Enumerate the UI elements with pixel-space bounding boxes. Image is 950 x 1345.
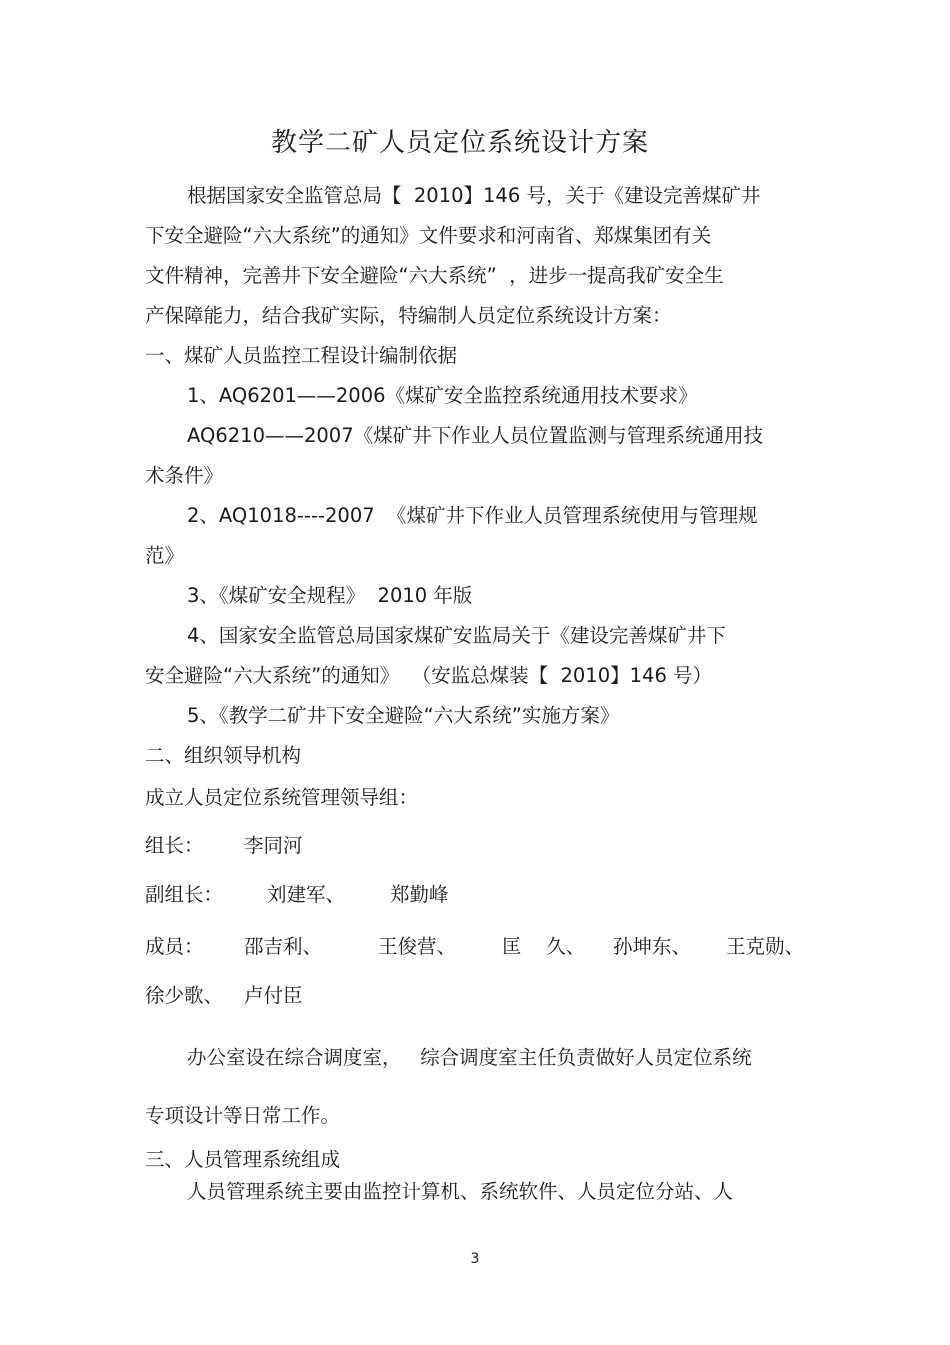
document-title: 教学二矿人员定位系统设计方案 — [270, 128, 649, 158]
section-3-heading: 三、人员管理系统组成 — [145, 1148, 341, 1171]
member-name: 徐少歌、 — [145, 984, 224, 1007]
member-name: 邵吉利、 — [244, 935, 323, 958]
leader-name: 李同河 — [244, 834, 303, 857]
member-name: 孙坤东、 — [613, 935, 692, 958]
page-number: 3 — [470, 1251, 480, 1267]
intro-line-4: 产保障能力，结合我矿实际，特编制人员定位系统设计方案： — [145, 304, 672, 327]
intro-line-2: 下安全避险“六大系统”的通知》文件要求和河南省、郑煤集团有关 — [145, 224, 712, 247]
deputy-name-2: 郑勤峰 — [390, 883, 449, 906]
basis-item-1b-cont: 术条件》 — [145, 464, 224, 487]
basis-item-2: 2、AQ1018----2007 《煤矿井下作业人员管理系统使用与管理规 — [187, 504, 758, 527]
section-3-text: 人员管理系统主要由监控计算机、系统软件、人员定位分站、人 — [187, 1180, 734, 1203]
member-name: 王克勋、 — [726, 935, 805, 958]
member-name: 卢付臣 — [244, 984, 303, 1007]
members-label: 成员： — [145, 935, 204, 958]
member-name: 王俊营、 — [378, 935, 457, 958]
deputy-label: 副组长： — [145, 883, 224, 906]
leader-label: 组长： — [145, 834, 204, 857]
basis-item-5: 5、《教学二矿井下安全避险“六大系统”实施方案》 — [187, 704, 620, 727]
basis-item-1: 1、AQ6201——2006《煤矿安全监控系统通用技术要求》 — [187, 384, 698, 407]
basis-item-1b: AQ6210——2007《煤矿井下作业人员位置监测与管理系统通用技 — [187, 424, 764, 447]
deputy-name-1: 刘建军、 — [267, 883, 346, 906]
office-line-1: 办公室设在综合调度室， 综合调度室主任负责做好人员定位系统 — [187, 1046, 752, 1069]
basis-item-3: 3、《煤矿安全规程》 2010 年版 — [187, 584, 473, 607]
member-name: 匡 久、 — [502, 935, 586, 958]
section-2-heading: 二、组织领导机构 — [145, 744, 302, 767]
section-1-heading: 一、煤矿人员监控工程设计编制依据 — [145, 344, 458, 367]
basis-item-4: 4、国家安全监管总局国家煤矿安监局关于《建设完善煤矿井下 — [187, 624, 726, 647]
intro-line-3: 文件精神，完善井下安全避险“六大系统” ，进步一提高我矿安全生 — [145, 264, 724, 287]
office-line-2: 专项设计等日常工作。 — [145, 1104, 341, 1127]
group-intro: 成立人员定位系统管理领导组： — [145, 786, 419, 809]
basis-item-2-cont: 范》 — [145, 544, 185, 567]
intro-line-1: 根据国家安全监管总局【 2010】146 号，关于《建设完善煤矿井 — [187, 184, 761, 207]
basis-item-4-cont: 安全避险“六大系统”的通知》 （安监总煤装【 2010】146 号） — [145, 664, 713, 687]
